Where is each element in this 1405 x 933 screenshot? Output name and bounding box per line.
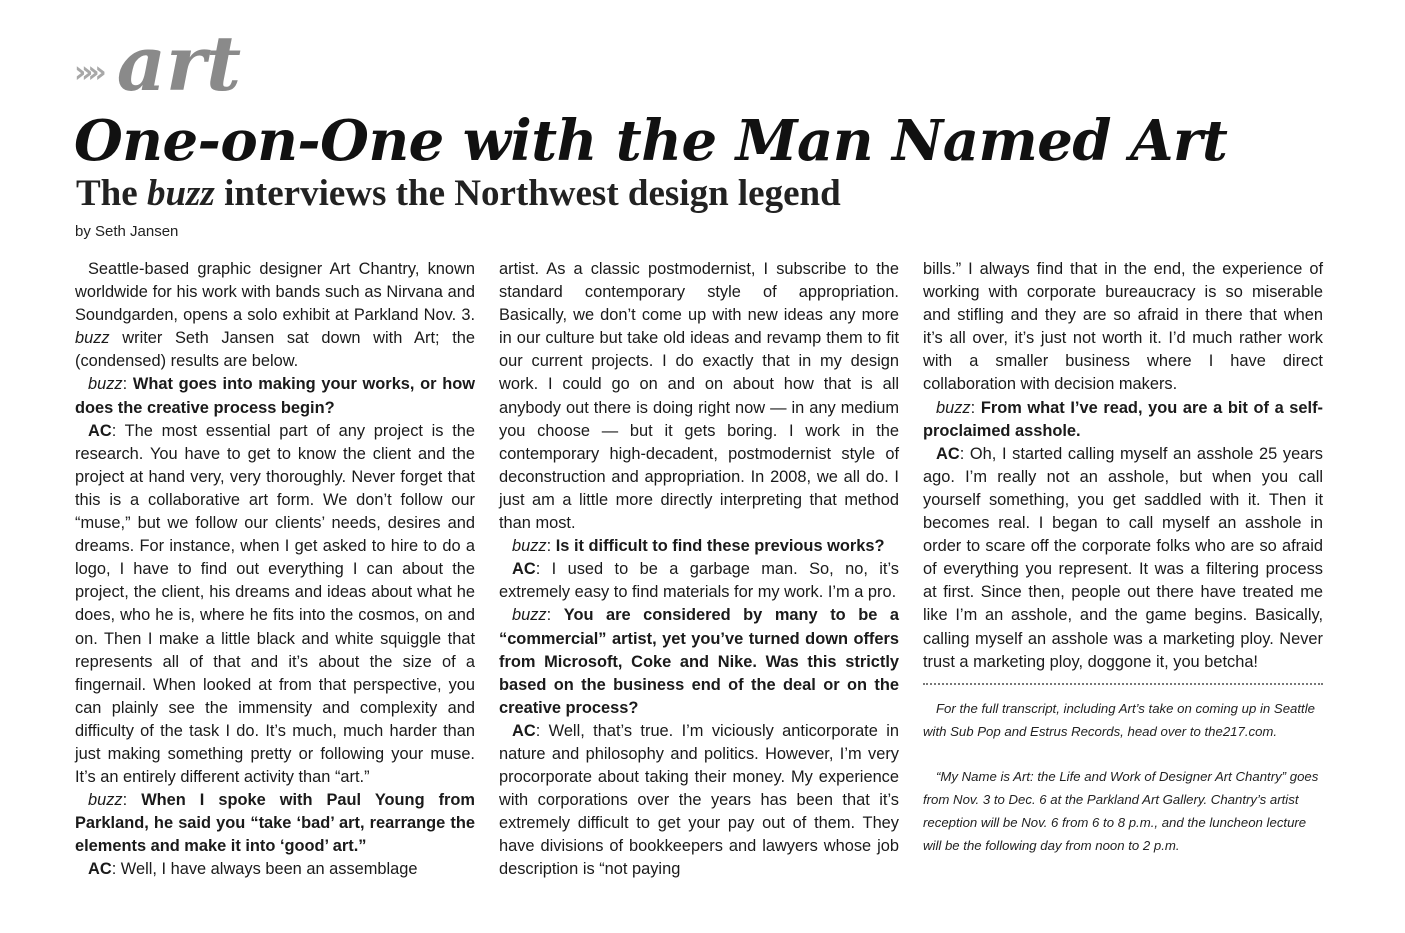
question-paragraph: buzz: You are considered by many to be a “commercial” artist, yet you’ve turned down offers from Microsoft, Coke and Nike. Was this strictly based on the business end of the deal or on the creative process? bbox=[499, 606, 899, 717]
answer-text: Well, I have always been an assemblage bbox=[120, 860, 418, 879]
chevron-right-icon: »» bbox=[74, 55, 101, 90]
answer-text: I used to be a garbage man. So, no, it’s extremely easy to find materials for my work. I’m a pro. bbox=[499, 560, 900, 602]
note-spacer bbox=[923, 743, 1323, 765]
speaker-label: AC bbox=[936, 444, 960, 463]
subheadline bbox=[76, 172, 841, 216]
answer-paragraph: AC: Oh, I started calling myself an asshole 25 years ago. I’m really not an asshole, but when you call yourself something, you get saddled with it. Then it becomes real. I began to call myself an asshole in order to scare off the corporate folks who are so afraid of everything you represent. It was a filtering process at first. Since then, people out there have treated me like I’m an asshole, and the game begins. Basically, calling myself an asshole was a marketing ploy. Never trust a marketing ploy, doggone it, you betcha! bbox=[923, 444, 1323, 671]
subhead-post: interviews the Northwest design legend bbox=[214, 173, 841, 214]
intro-paragraph bbox=[75, 258, 475, 373]
question-paragraph: buzz: When I spoke with Paul Young from Parkland, he said you “take ‘bad’ art, rearrange the elements and make it into ‘good’ art.” bbox=[75, 791, 476, 856]
section-title: art bbox=[116, 19, 242, 108]
byline: by Seth Jansen bbox=[75, 223, 179, 240]
section-label bbox=[74, 19, 242, 108]
speaker-label: AC bbox=[512, 721, 536, 740]
intro-text: Seattle-based graphic designer Art Chantry, known worldwide for his work with bands such as Nirvana and Soundgarden, opens a solo exhibit at Parkland Nov. 3. bbox=[75, 260, 475, 325]
question-text: What goes into making your works, or how does the creative process begin? bbox=[75, 375, 476, 417]
answer-text: Oh, I started calling myself an asshole 25 years ago. I’m really not an asshole, but when you call yourself something, you get saddled with it. Then it becomes real. I began to call myself an asshole in order to scare off the corporate folks who are so afraid of everything you represent. It was a filtering process at first. Since then, people out there have treated me like I’m an asshole, and the game begins. Basically, calling myself an asshole was a marketing ploy. Never trust a marketing ploy, doggone it, you betcha! bbox=[923, 444, 1323, 671]
speaker-label: buzz bbox=[88, 791, 123, 810]
answer-paragraph: AC: Well, that’s true. I’m viciously anticorporate in nature and philosophy and politics. However, I’m very procorporate about taking their money. My experience with corporations over the years has been that it’s extremely difficult to get your pay out of them. They have divisions of bookkeepers and lawyers whose job description is “not paying bbox=[499, 721, 900, 879]
answer-continuation: bills.” I always find that in the end, the experience of working with corporate bureaucracy is so miserable and stifling and they are so afraid in there that when it’s all over, it’s just not worth it. I’d much rather work with a smaller business where I have direct collaboration with decision makers. bbox=[923, 260, 1323, 394]
transcript-note: For the full transcript, including Art’s take on coming up in Seattle with Sub Pop and Estrus Records, head over to the217.com. bbox=[923, 700, 1315, 739]
speaker-label: AC bbox=[88, 421, 112, 440]
exhibit-info-note: “My Name is Art: the Life and Work of Designer Art Chantry” goes from Nov. 3 to Dec. 6 at the Parkland Art Gallery. Chantry’s artist reception will be Nov. 6 from 6 to 8 p.m., and the luncheon lecture will be the following day from noon to 2 p.m. bbox=[923, 768, 1319, 854]
question-text: From what I’ve read, you are a bit of a self-proclaimed asshole. bbox=[923, 398, 1324, 440]
dotted-divider bbox=[923, 683, 1323, 685]
speaker-label: AC bbox=[512, 560, 536, 579]
intro-text-end: writer Seth Jansen sat down with Art; the (condensed) results are below. bbox=[75, 329, 475, 371]
publication-name: buzz bbox=[75, 329, 110, 348]
headline: One-on-One with the Man Named Art bbox=[74, 108, 1228, 174]
question-paragraph: buzz: From what I’ve read, you are a bit of a self-proclaimed asshole. bbox=[923, 398, 1324, 440]
answer-paragraph: AC: Well, I have always been an assemblage bbox=[88, 860, 418, 879]
question-text: Is it difficult to find these previous works? bbox=[555, 537, 885, 556]
speaker-label: buzz bbox=[88, 375, 123, 394]
article-column-2 bbox=[499, 258, 899, 882]
question-text: You are considered by many to be a “commercial” artist, yet you’ve turned down offers from Microsoft, Coke and Nike. Was this strictly based on the business end of the deal or on the creative process? bbox=[499, 606, 899, 717]
answer-text: Well, that’s true. I’m viciously anticorporate in nature and philosophy and politics. However, I’m very procorporate about taking their money. My experience with corporations over the years has been that it’s extremely difficult to get your pay out of them. They have divisions of bookkeepers and lawyers whose job description is “not paying bbox=[499, 721, 900, 879]
answer-continuation: artist. As a classic postmodernist, I subscribe to the standard contemporary style of appropriation. Basically, we don’t come up with new ideas any more in our culture but take old ideas and revamp them to fit our current projects. I do exactly that in my design work. I could go on and on about how that is all anybody out there is doing right now — in any medium you choose — but it gets boring. I work in the contemporary high-decadent, postmodernist style of deconstruction and appropriation. In 2008, we all do. I just am a little more directly interpreting that method than most. bbox=[499, 260, 899, 533]
question-text: When I spoke with Paul Young from Parkland, he said you “take ‘bad’ art, rearrange the elements and make it into ‘good’ art.” bbox=[75, 791, 476, 856]
answer-paragraph: AC: I used to be a garbage man. So, no, it’s extremely easy to find materials for my work. I’m a pro. bbox=[499, 560, 900, 602]
publication-name: buzz bbox=[146, 173, 215, 214]
answer-text: The most essential part of any project is the research. You have to get to know the client and the project at hand very, very thoroughly. Never forget that this is a collaborative art form. We don’t follow our “muse,” but we follow our clients’ needs, desires and dreams. For instance, when I get asked to hire to do a logo, I have to find out everything I can about the project, the client, his dreams and ideas about what he does, who he is, where he fits into the cosmos, on and on. Then I make a little black and white squiggle that represents all of that and it’s about the size of a fingernail. When looked at from that perspective, you can plainly see the immensity and complexity and difficulty of the task I do. It’s much, much harder than just making something pretty or following your muse. It’s an entirely different activity than “art.” bbox=[75, 421, 476, 787]
article-column-3 bbox=[923, 258, 1323, 857]
question-paragraph: buzz: Is it difficult to find these previous works? bbox=[512, 537, 885, 556]
question-paragraph: buzz: What goes into making your works, or how does the creative process begin? bbox=[75, 375, 476, 417]
speaker-label: buzz bbox=[512, 537, 547, 556]
speaker-label: AC bbox=[88, 860, 112, 879]
speaker-label: buzz bbox=[936, 398, 971, 417]
speaker-label: buzz bbox=[512, 606, 547, 625]
answer-paragraph: AC: The most essential part of any project is the research. You have to get to know the client and the project at hand very, very thoroughly. Never forget that this is a collaborative art form. We don’t follow our “muse,” but we follow our clients’ needs, desires and dreams. For instance, when I get asked to hire to do a logo, I have to find out everything I can about the project, the client, his dreams and ideas about what he does, who he is, where he fits into the cosmos, on and on. Then I make a little black and white squiggle that represents all of that and it’s about the size of a fingernail. When looked at from that perspective, you can plainly see the immensity and complexity and difficulty of the task I do. It’s much, much harder than just making something pretty or following your muse. It’s an entirely different activity than “art.” bbox=[75, 421, 476, 787]
subhead-pre: The bbox=[76, 173, 147, 214]
article-column-1 bbox=[75, 258, 475, 882]
